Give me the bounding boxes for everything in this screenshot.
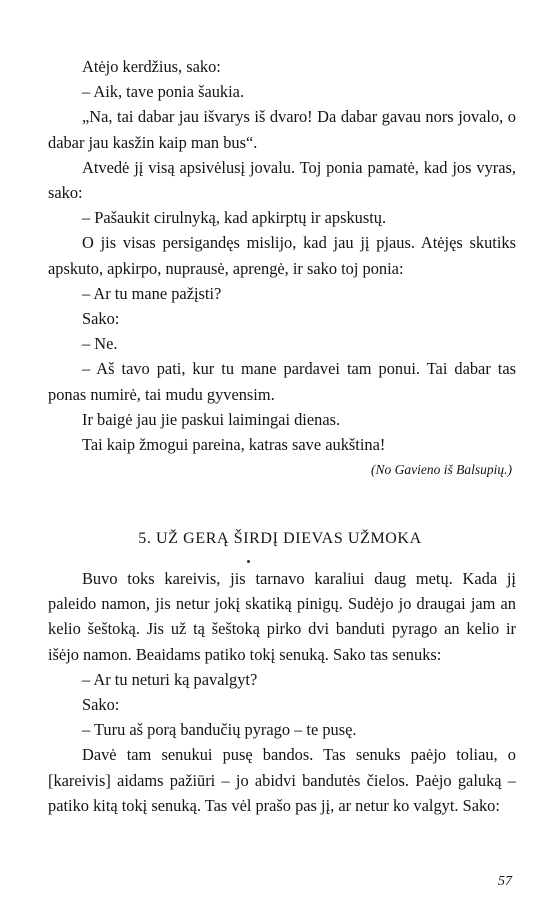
paragraph: Atvedė jį visą apsivėlusį jovalu. Toj ponia pamatė, kad jos vyras, sako: bbox=[48, 157, 516, 203]
paragraph: Atėjo kerdžius, sako: bbox=[82, 57, 221, 76]
paragraph: O jis visas persigandęs mislijo, kad jau jį pjaus. Atėjęs skutiks apskuto, apkirpo, nuprausė, aprengė, ir sako toj ponia: bbox=[48, 233, 516, 278]
paragraph: – Ar tu neturi ką pavalgyt? bbox=[82, 669, 258, 689]
paragraph: Buvo toks kareivis, jis tarnavo karaliui daug metų. Kada jį paleido namon, jis netur jokį skatiką pinigų. Sudėjo jo draugai jam an kelio šeštoką. Jis už tą šeštoką pirko dvi banduti pyrago an kelio ir išėjo namon. Beaidams patiko tokį senuką. Sako tas senuks: bbox=[48, 569, 516, 664]
story-text-upper bbox=[48, 54, 516, 457]
paragraph: – Pašaukit cirulnyką, kad apkirptų ir apskustų. bbox=[82, 208, 387, 228]
paragraph: Sako: bbox=[82, 695, 120, 715]
paragraph: Davė tam senukui pusę bandos. Tas senuks paėjo toliau, o [kareivis] aidams pažiūri – jo abidvi bandutės čielos. Paėjo galuką – patiko kitą tokį senuką. Tas vėl prašo pas jį, ar netur ko valgyt. Sako: bbox=[48, 745, 516, 815]
section-heading: 5. UŽ GERĄ ŠIRDĮ DIEVAS UŽMOKA bbox=[138, 530, 422, 547]
page-number: 57 bbox=[498, 874, 512, 889]
paragraph: Sako: bbox=[82, 309, 120, 329]
story-text-lower bbox=[48, 566, 516, 818]
paragraph: Tai kaip žmogui pareina, katras save aukština! bbox=[82, 435, 386, 455]
paragraph: „Na, tai dabar jau išvarys iš dvaro! Da dabar gavau nors jovalo, o dabar jau kasžin kaip man bus“. bbox=[48, 107, 516, 152]
paragraph: – Turu aš porą bandučių pyrago – te pusę. bbox=[82, 720, 357, 740]
paragraph: Ir baigė jau jie paskui laimingai dienas. bbox=[82, 409, 341, 429]
paragraph: – Aš tavo pati, kur tu mane pardavei tam ponui. Tai dabar tas ponas numirė, tai mudu gyvensim. bbox=[48, 359, 516, 404]
source-attribution: (No Gavieno iš Balsupių.) bbox=[371, 462, 512, 477]
paragraph: – Ne. bbox=[82, 334, 118, 354]
print-speck bbox=[247, 560, 250, 563]
paragraph: – Ar tu mane pažįsti? bbox=[82, 283, 222, 303]
paragraph: – Aik, tave ponia šaukia. bbox=[82, 82, 245, 102]
